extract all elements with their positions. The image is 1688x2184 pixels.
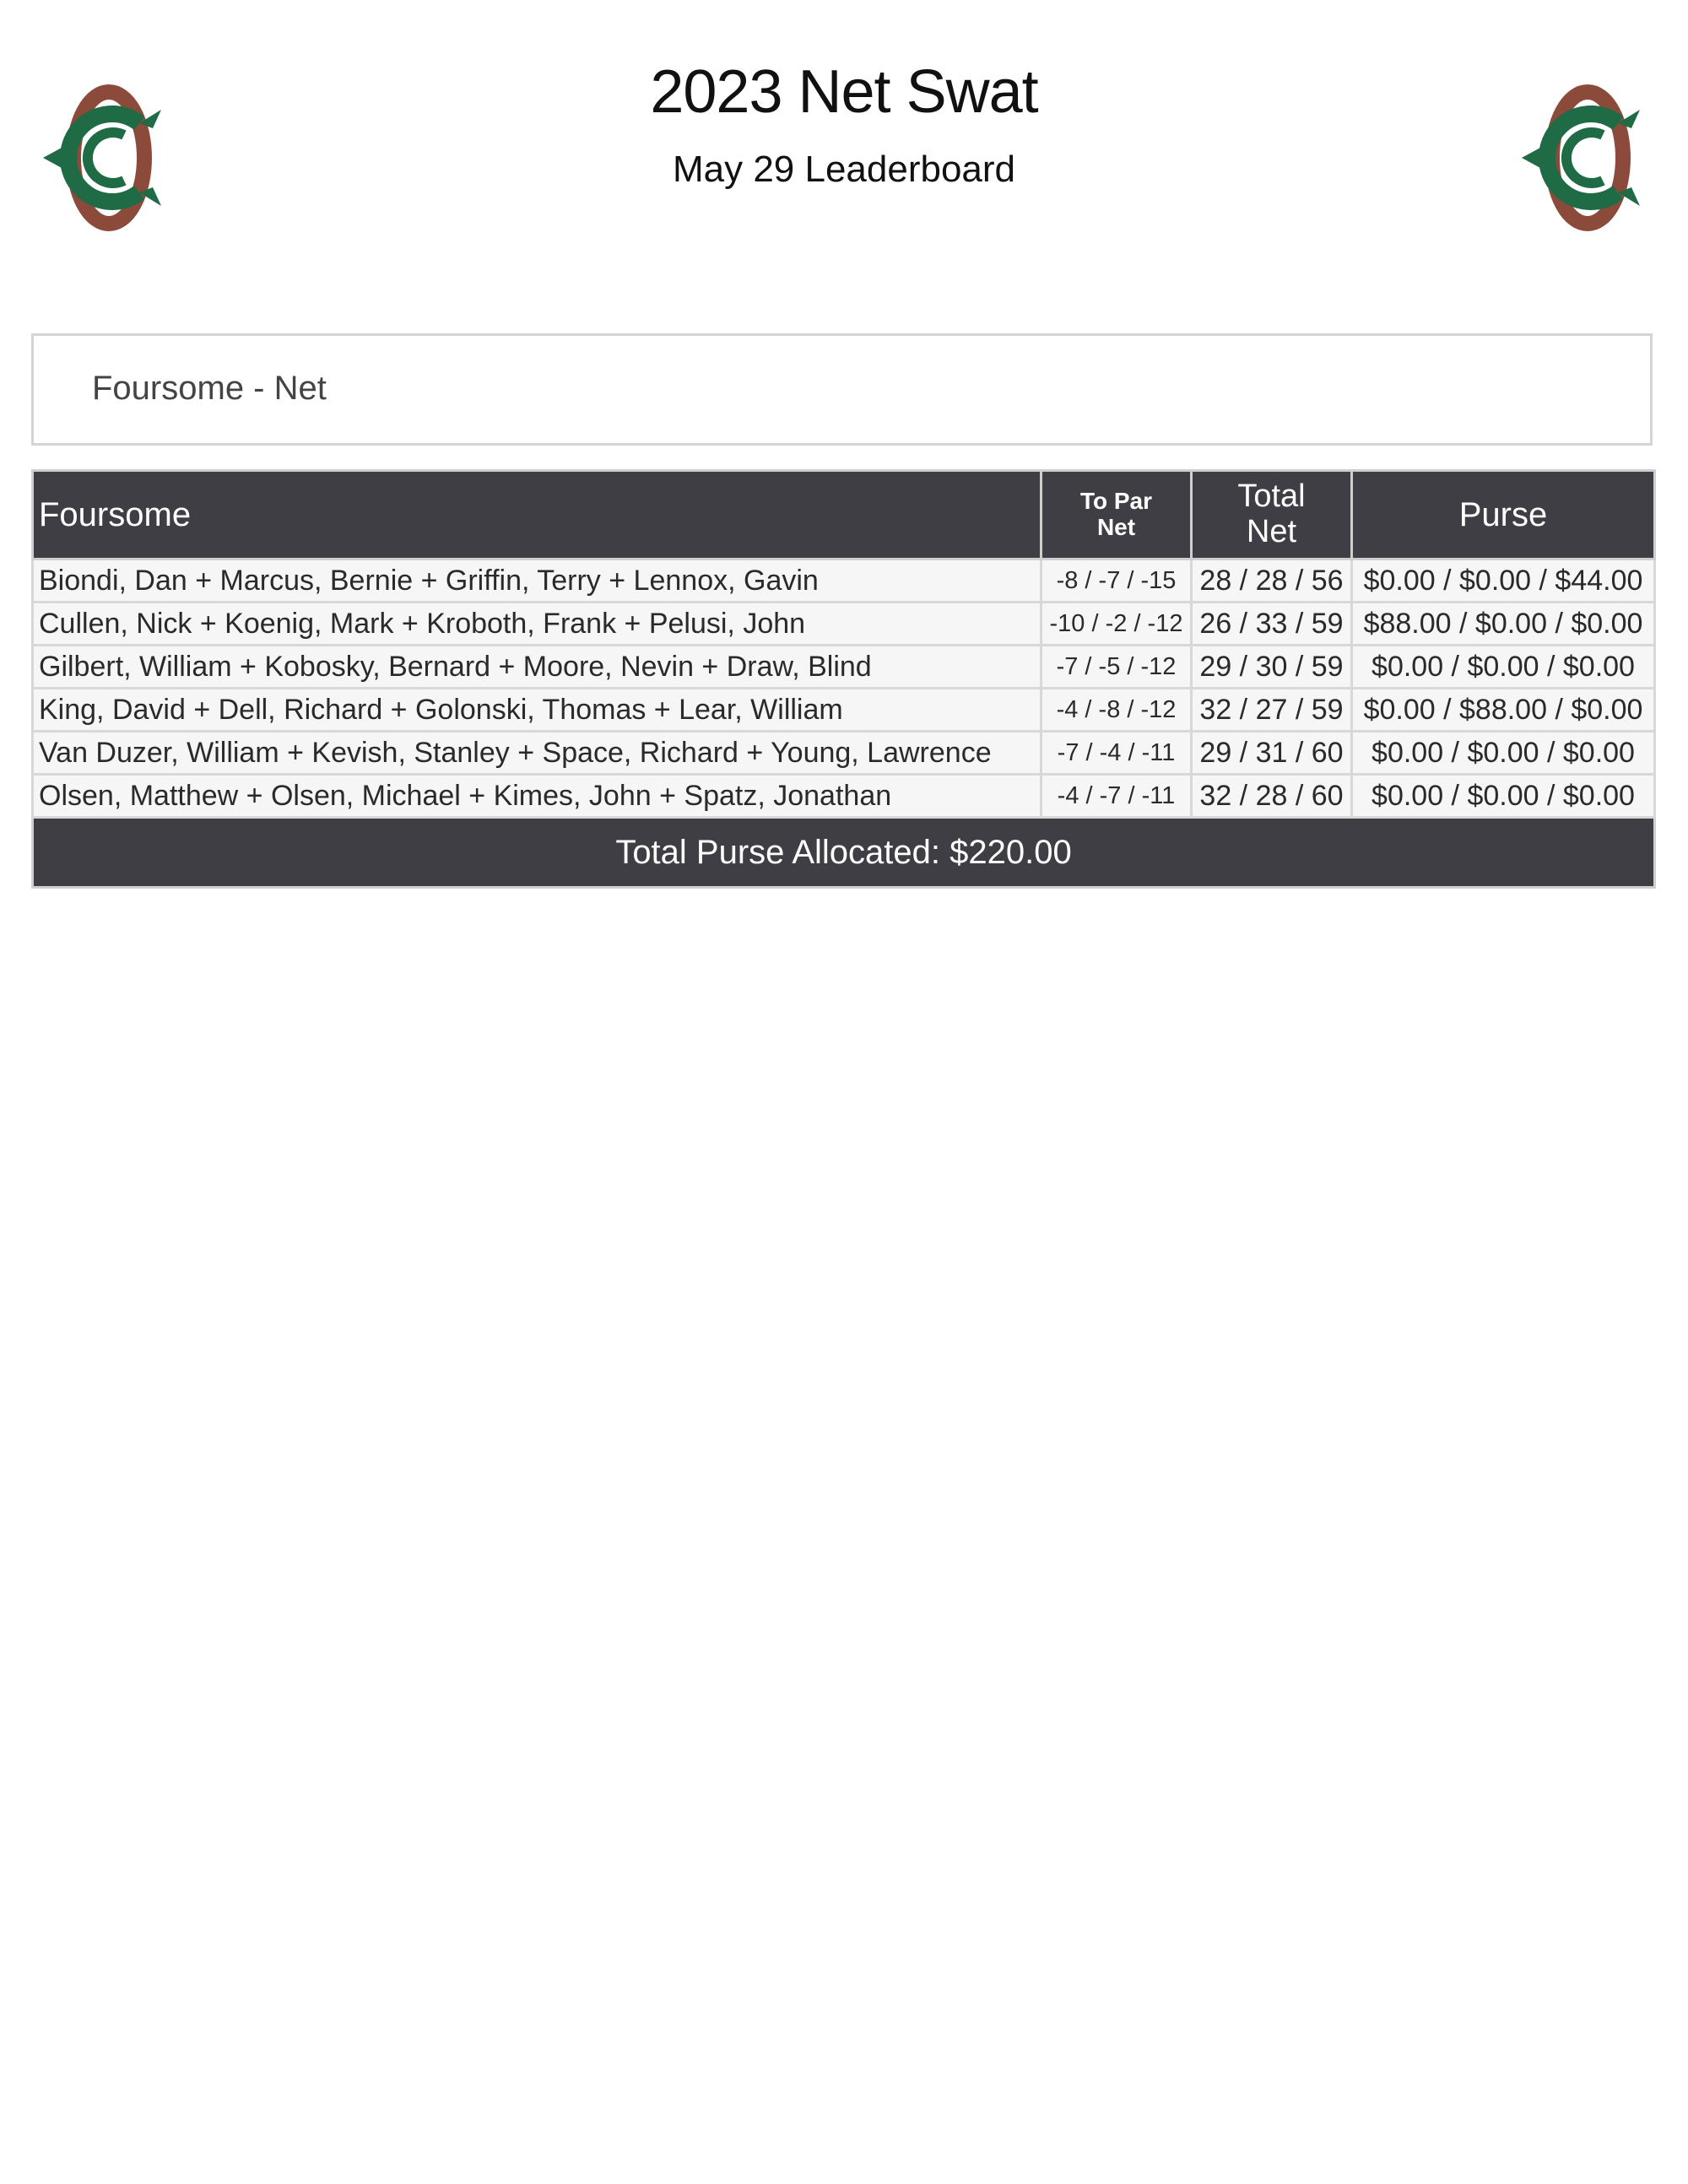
purse-cell: $0.00 / $0.00 / $0.00 xyxy=(1352,775,1655,818)
table-row xyxy=(33,646,1655,689)
total-net-cell: 26 / 33 / 59 xyxy=(1192,603,1352,646)
column-header-to-par xyxy=(1041,471,1192,560)
column-header-foursome: Foursome xyxy=(33,471,1041,560)
purse-cell: $0.00 / $0.00 / $0.00 xyxy=(1352,732,1655,775)
total-net-cell: 29 / 30 / 59 xyxy=(1192,646,1352,689)
purse-cell: $88.00 / $0.00 / $0.00 xyxy=(1352,603,1655,646)
table-row xyxy=(33,560,1655,603)
table-row xyxy=(33,603,1655,646)
column-header-purse: Purse xyxy=(1352,471,1655,560)
total-net-cell: 29 / 31 / 60 xyxy=(1192,732,1352,775)
to-par-cell: -7 / -4 / -11 xyxy=(1041,732,1192,775)
to-par-cell: -8 / -7 / -15 xyxy=(1041,560,1192,603)
leaderboard-table xyxy=(31,469,1656,889)
page-title: 2023 Net Swat xyxy=(650,58,1038,126)
table-header-row xyxy=(33,471,1655,560)
column-header-total-line2: Net xyxy=(1246,514,1297,549)
total-purse-allocated: Total Purse Allocated: $220.00 xyxy=(33,818,1655,888)
total-net-cell: 32 / 27 / 59 xyxy=(1192,689,1352,732)
total-net-cell: 28 / 28 / 56 xyxy=(1192,560,1352,603)
column-header-total-net xyxy=(1192,471,1352,560)
column-header-to-par-line2: Net xyxy=(1096,514,1136,540)
table-footer-row xyxy=(33,818,1655,888)
purse-cell: $0.00 / $88.00 / $0.00 xyxy=(1352,689,1655,732)
table-row xyxy=(33,732,1655,775)
foursome-cell: Gilbert, William + Kobosky, Bernard + Moore, Nevin + Draw, Blind xyxy=(33,646,1041,689)
foursome-cell: Biondi, Dan + Marcus, Bernie + Griffin, Terry + Lennox, Gavin xyxy=(33,560,1041,603)
foursome-cell: King, David + Dell, Richard + Golonski, Thomas + Lear, William xyxy=(33,689,1041,732)
table-row xyxy=(33,689,1655,732)
to-par-cell: -4 / -8 / -12 xyxy=(1041,689,1192,732)
section-label: Foursome - Net xyxy=(92,370,327,407)
page-subtitle: May 29 Leaderboard xyxy=(672,149,1016,190)
section-header xyxy=(31,333,1653,446)
to-par-cell: -7 / -5 / -12 xyxy=(1041,646,1192,689)
foursome-cell: Van Duzer, William + Kevish, Stanley + Space, Richard + Young, Lawrence xyxy=(33,732,1041,775)
purse-cell: $0.00 / $0.00 / $0.00 xyxy=(1352,646,1655,689)
purse-cell: $0.00 / $0.00 / $44.00 xyxy=(1352,560,1655,603)
table-row xyxy=(33,775,1655,818)
column-header-total-line1: Total xyxy=(1237,478,1306,515)
to-par-cell: -10 / -2 / -12 xyxy=(1041,603,1192,646)
total-net-cell: 32 / 28 / 60 xyxy=(1192,775,1352,818)
column-header-to-par-line1: To Par xyxy=(1079,488,1153,515)
foursome-cell: Cullen, Nick + Koenig, Mark + Kroboth, Frank + Pelusi, John xyxy=(33,603,1041,646)
foursome-cell: Olsen, Matthew + Olsen, Michael + Kimes, John + Spatz, Jonathan xyxy=(33,775,1041,818)
to-par-cell: -4 / -7 / -11 xyxy=(1041,775,1192,818)
